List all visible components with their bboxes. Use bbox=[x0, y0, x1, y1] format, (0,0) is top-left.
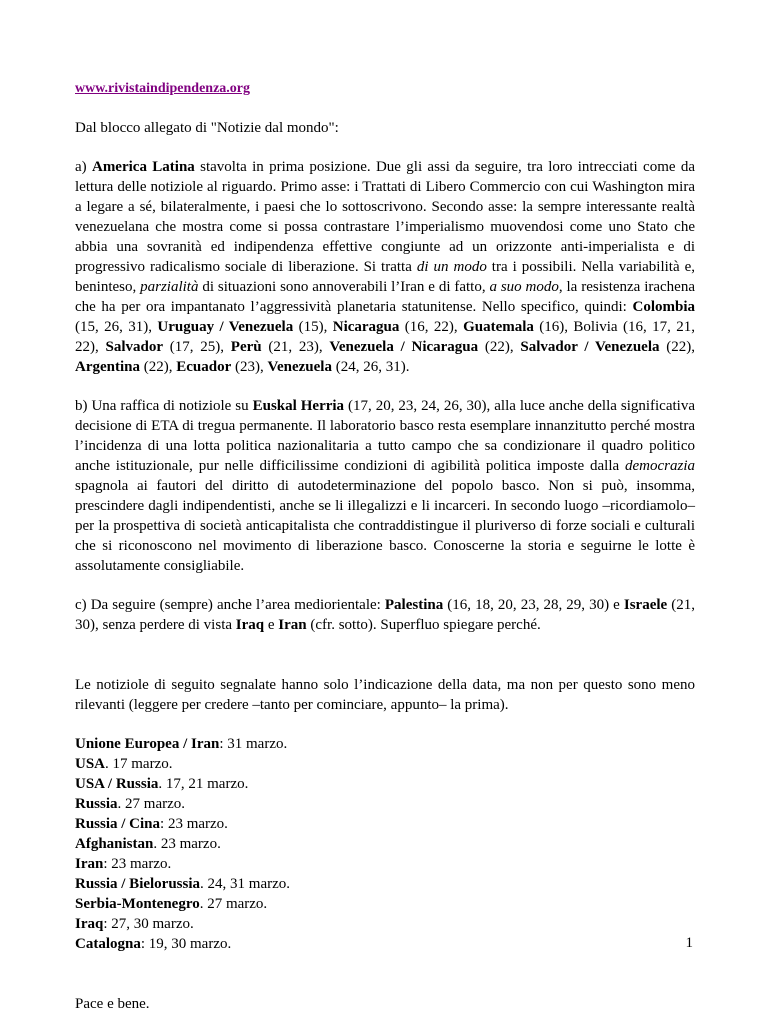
country-salvador: Salvador bbox=[105, 339, 164, 355]
country-dates: (22), bbox=[659, 339, 695, 355]
list-item bbox=[75, 934, 695, 954]
list-item bbox=[75, 854, 695, 874]
list-item bbox=[75, 734, 695, 754]
list-item-date: : 27, 30 marzo. bbox=[103, 916, 194, 932]
section-a-text-1: stavolta in prima posizione. Due gli assi da seguire, tra loro intrecciati come da lettura delle notiziole al riguardo. Primo asse: i Trattati di Libero Commercio con cui Washington mira a legare a sé, bilateralmente, i paesi che lo sottoscrivono. Secondo asse: la sempre interessante realtà venezuelana che mostra come si possa contrastare l’imperialismo muovendosi come uno Stato che abbia una sovranità ed indipendenza effettive congiunte ad un orizzonte anti-imperialista e di progressivo radicalismo sociale di liberazione. Si tratta bbox=[75, 159, 696, 275]
header-line bbox=[75, 78, 695, 99]
list-item-name: Russia / Bielorussia bbox=[75, 876, 201, 892]
section-a-text-4: , la resistenza irachena che ha per ora impantanato l’aggressività planetaria statunitense. Nello specifico, quindi: bbox=[75, 279, 696, 315]
country-guatemala: Guatemala bbox=[463, 319, 534, 335]
country-salvador-venezuela: Salvador / Venezuela bbox=[520, 339, 660, 355]
section-c-paragraph bbox=[75, 595, 695, 635]
section-b-text-1: (17, 20, 23, 24, 26, 30), alla luce anche della significativa decisione di ETA di tregua permanente. Il laboratorio basco resta esemplare innanzitutto perché mostra l’incidenza di una lotta politica nazionalitaria a tutto campo che sa condizionare il quadro politico anche istituzionale, pur nelle difficilissime condizioni di agibilità politica imposte dalla bbox=[75, 398, 695, 474]
section-b-paragraph bbox=[75, 396, 695, 576]
country-dates: (22), bbox=[140, 359, 177, 375]
list-item-date: : 19, 30 marzo. bbox=[140, 936, 232, 952]
section-a-emphasis-2: parzialità bbox=[140, 279, 199, 295]
list-item-name: Serbia-Montenegro bbox=[75, 896, 200, 912]
list-item-date: . 24, 31 marzo. bbox=[200, 876, 291, 892]
section-b-text-2: spagnola ai fautori del diritto di autodeterminazione del popolo basco. Non si può, insomma, prescindere dagli indipendentisti, anche se li illegalizzi e li incarceri. In secondo luogo –ricordiamolo– per la prospettiva di società anticapitalista che contraddistingue il pluriverso di forze sociali e culturali che si riconoscono nel movimento di liberazione basco. Conoscerne la storia e seguirne le lotte è assolutamente consigliabile. bbox=[75, 478, 695, 574]
intro-paragraph: Dal blocco allegato di "Notizie dal mondo": bbox=[75, 120, 339, 136]
list-item-date: . 23 marzo. bbox=[153, 836, 221, 852]
note-paragraph: Le notiziole di seguito segnalate hanno solo l’indicazione della data, ma non per questo sono meno rilevanti (leggere per credere –tanto per cominciare, appunto– la prima). bbox=[75, 677, 695, 713]
country-uruguay-venezuela: Uruguay / Venezuela bbox=[157, 319, 294, 335]
list-item-name: USA / Russia bbox=[75, 776, 159, 792]
region-iran: Iran bbox=[278, 617, 307, 633]
list-item bbox=[75, 754, 695, 774]
country-dates: (15), bbox=[293, 319, 333, 335]
section-a-emphasis-1: di un modo bbox=[416, 259, 487, 275]
list-item-name: Russia / Cina bbox=[75, 816, 161, 832]
list-item bbox=[75, 914, 695, 934]
country-venezuela-nicaragua: Venezuela / Nicaragua bbox=[329, 339, 479, 355]
country-dates: (23), bbox=[231, 359, 268, 375]
list-item bbox=[75, 894, 695, 914]
list-item-name: Afghanistan bbox=[75, 836, 154, 852]
section-b-prefix: b) Una raffica di notiziole su bbox=[75, 398, 253, 414]
list-item bbox=[75, 814, 695, 834]
website-link[interactable]: www.rivistaindipendenza.org bbox=[75, 81, 251, 96]
page-number: 1 bbox=[685, 935, 693, 951]
country-nicaragua: Nicaragua bbox=[332, 319, 400, 335]
country-ecuador: Ecuador bbox=[176, 359, 232, 375]
list-item-date: : 23 marzo. bbox=[103, 856, 172, 872]
section-c-text-4: (cfr. sotto). Superfluo spiegare perché. bbox=[306, 617, 541, 633]
list-item bbox=[75, 774, 695, 794]
country-dates: (21, 23), bbox=[261, 339, 330, 355]
list-item-date: . 17 marzo. bbox=[105, 756, 173, 772]
section-b-emphasis: democrazia bbox=[625, 458, 695, 474]
list-item-date: . 17, 21 marzo. bbox=[158, 776, 249, 792]
list-item bbox=[75, 794, 695, 814]
list-item-date: . 27 marzo. bbox=[117, 796, 186, 812]
region-america-latina: America Latina bbox=[91, 159, 195, 175]
section-c-prefix: c) Da seguire (sempre) anche l’area mediorientale: bbox=[75, 597, 385, 613]
country-dates: (17, 25), bbox=[163, 339, 231, 355]
region-iraq: Iraq bbox=[235, 617, 265, 633]
list-item-name: Unione Europea / Iran bbox=[75, 736, 220, 752]
section-a-text-3: di situazioni sono annoverabili l’Iran e di fatto, bbox=[198, 279, 490, 295]
list-item-name: Iran bbox=[75, 856, 104, 872]
list-item bbox=[75, 834, 695, 854]
country-dates: (16, 22), bbox=[399, 319, 464, 335]
country-venezuela: Venezuela bbox=[267, 359, 332, 375]
dates-list bbox=[75, 734, 695, 954]
section-c-text-2: (21, 30), senza perdere di vista bbox=[75, 597, 696, 633]
section-a-prefix: a) bbox=[75, 159, 92, 175]
list-item-name: USA bbox=[75, 756, 106, 772]
section-a-paragraph bbox=[75, 157, 695, 377]
section-c-text-3: e bbox=[264, 617, 279, 633]
section-a-text-2: tra i possibili. Nella variabilità e, beninteso, bbox=[75, 259, 696, 295]
list-item-name: Catalogna bbox=[75, 936, 141, 952]
list-item bbox=[75, 874, 695, 894]
closing-line: Pace e bene. bbox=[75, 996, 150, 1012]
section-a-emphasis-3: a suo modo bbox=[489, 279, 559, 295]
list-item-date: : 23 marzo. bbox=[160, 816, 228, 832]
region-euskal-herria: Euskal Herria bbox=[252, 398, 345, 414]
country-dates: (15, 26, 31), bbox=[75, 319, 158, 335]
section-c-text-1: (16, 18, 20, 23, 28, 29, 30) e bbox=[443, 597, 624, 613]
list-item-name: Iraq bbox=[75, 916, 104, 932]
region-israele: Israele bbox=[623, 597, 668, 613]
list-item-name: Russia bbox=[75, 796, 118, 812]
document-body bbox=[75, 78, 695, 1014]
list-item-date: . 27 marzo. bbox=[199, 896, 268, 912]
country-colombia: Colombia bbox=[632, 299, 695, 315]
country-argentina: Argentina bbox=[75, 359, 140, 375]
list-item-date: : 31 marzo. bbox=[219, 736, 288, 752]
country-dates: (16), Bolivia (16, 17, 21, 22), bbox=[75, 319, 695, 355]
country-dates: (24, 26, 31). bbox=[331, 359, 410, 375]
country-peru: Perù bbox=[230, 339, 262, 355]
country-dates: (22), bbox=[478, 339, 521, 355]
region-palestina: Palestina bbox=[384, 597, 444, 613]
